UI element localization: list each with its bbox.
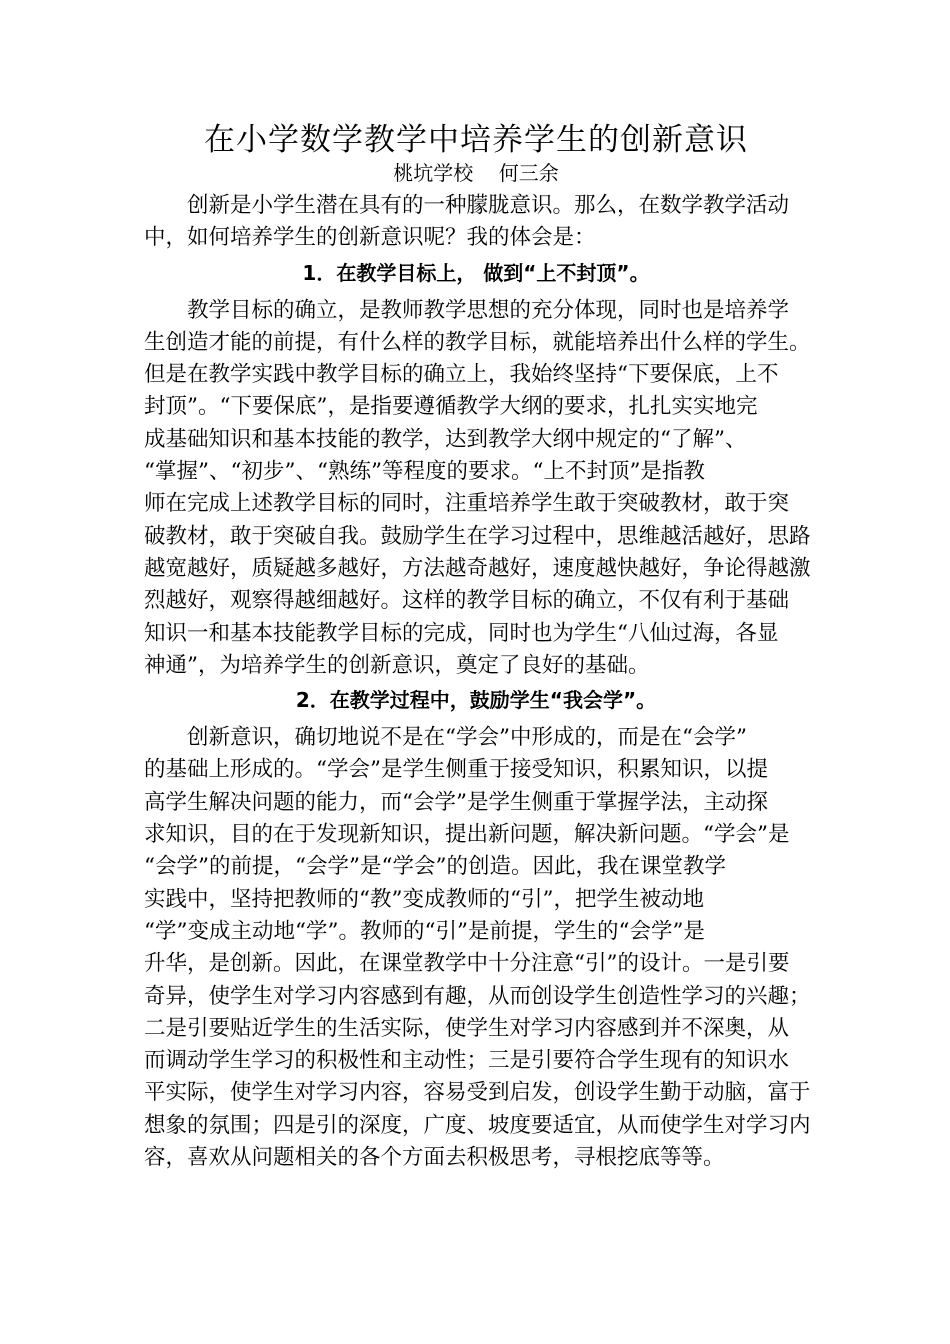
document-page [144, 118, 811, 1174]
text-line: 教学目标的确立，是教师教学思想的充分体现，同时也是培养学 [187, 297, 790, 323]
text-line: 高学生解决问题的能力，而“会学”是学生侧重于掌握学法，主动探 [144, 789, 768, 815]
text-line: 神通”，为培养学生的创新意识，奠定了良好的基础。 [144, 652, 650, 678]
text-line: “会学”的前提，“会学”是“学会”的创造。因此，我在课堂教学 [144, 854, 726, 880]
text-line: 创新是小学生潜在具有的一种朦胧意识。那么，在数学教学活动 [187, 193, 790, 218]
text-line: 实践中，坚持把教师的“教”变成教师的“引”，把学生被动地 [144, 886, 704, 912]
text-line: 师在完成上述教学目标的同时，注重培养学生敢于突破教材，敢于突 [144, 491, 790, 517]
text-line: 而调动学生学习的积极性和主动性；三是引要符合学生现有的知识水 [144, 1048, 790, 1074]
document-title: 在小学数学教学中培养学生的创新意识 [204, 122, 748, 158]
text-line: 成基础知识和基本技能的教学，达到教学大纲中规定的“了解”、 [144, 426, 747, 452]
text-line: “学”变成主动地“学”。教师的“引”是前提，学生的“会学”是 [144, 918, 705, 944]
section-1-paragraph [144, 295, 811, 683]
text-line: 知识一和基本技能教学目标的完成，同时也为学生“八仙过海，各显 [144, 620, 779, 646]
document-author: 桃坑学校 何三余 [393, 161, 559, 185]
text-line: 想象的氛围；四是引的深度，广度、坡度要适宜，从而使学生对学习内 [144, 1112, 811, 1138]
text-line: 的基础上形成的。“学会”是学生侧重于接受知识，积累知识，以提 [144, 757, 768, 783]
text-line: 升华，是创新。因此，在课堂教学中十分注意“引”的设计。一是引要 [144, 951, 790, 977]
text-line: “掌握”、“初步”、“熟练”等程度的要求。“上不封顶”是指教 [144, 459, 705, 485]
text-line: 奇异，使学生对学习内容感到有趣，从而创设学生创造性学习的兴趣； [144, 983, 811, 1009]
text-line: 封顶”。“下要保底”，是指要遵循教学大纲的要求，扎扎实实地完 [144, 394, 758, 420]
text-line: 生创造才能的前提，有什么样的教学目标，就能培养出什么样的学生。 [144, 329, 811, 355]
text-line: 越宽越好，质疑越多越好，方法越奇越好，速度越快越好，争论得越激 [144, 555, 811, 581]
section-heading-2: 2．在教学过程中，鼓励学生“我会学”。 [295, 688, 657, 713]
text-line: 破教材，敢于突破自我。鼓励学生在学习过程中，思维越活越好，思路 [144, 523, 811, 549]
text-line: 但是在教学实践中教学目标的确立上，我始终坚持“下要保底，上不 [144, 362, 779, 388]
text-line: 创新意识，确切地说不是在“学会”中形成的，而是在“会学” [187, 725, 747, 751]
text-line: 中，如何培养学生的创新意识呢？我的体会是： [144, 225, 596, 251]
text-line: 求知识，目的在于发现新知识，提出新问题，解决新问题。“学会”是 [144, 822, 790, 848]
section-2-paragraph [144, 722, 811, 1174]
intro-paragraph [144, 190, 808, 255]
text-line: 平实际，使学生对学习内容，容易受到启发，创设学生勤于动脑，富于 [144, 1080, 811, 1106]
text-line: 烈越好，观察得越细越好。这样的教学目标的确立，不仅有利于基础 [144, 588, 790, 614]
section-heading-1: 1．在教学目标上， 做到“上不封顶”。 [302, 260, 650, 285]
text-line: 二是引要贴近学生的生活实际，使学生对学习内容感到并不深奥，从 [144, 1015, 790, 1041]
text-line: 容，喜欢从问题相关的各个方面去积极思考，寻根挖底等等。 [144, 1145, 725, 1171]
